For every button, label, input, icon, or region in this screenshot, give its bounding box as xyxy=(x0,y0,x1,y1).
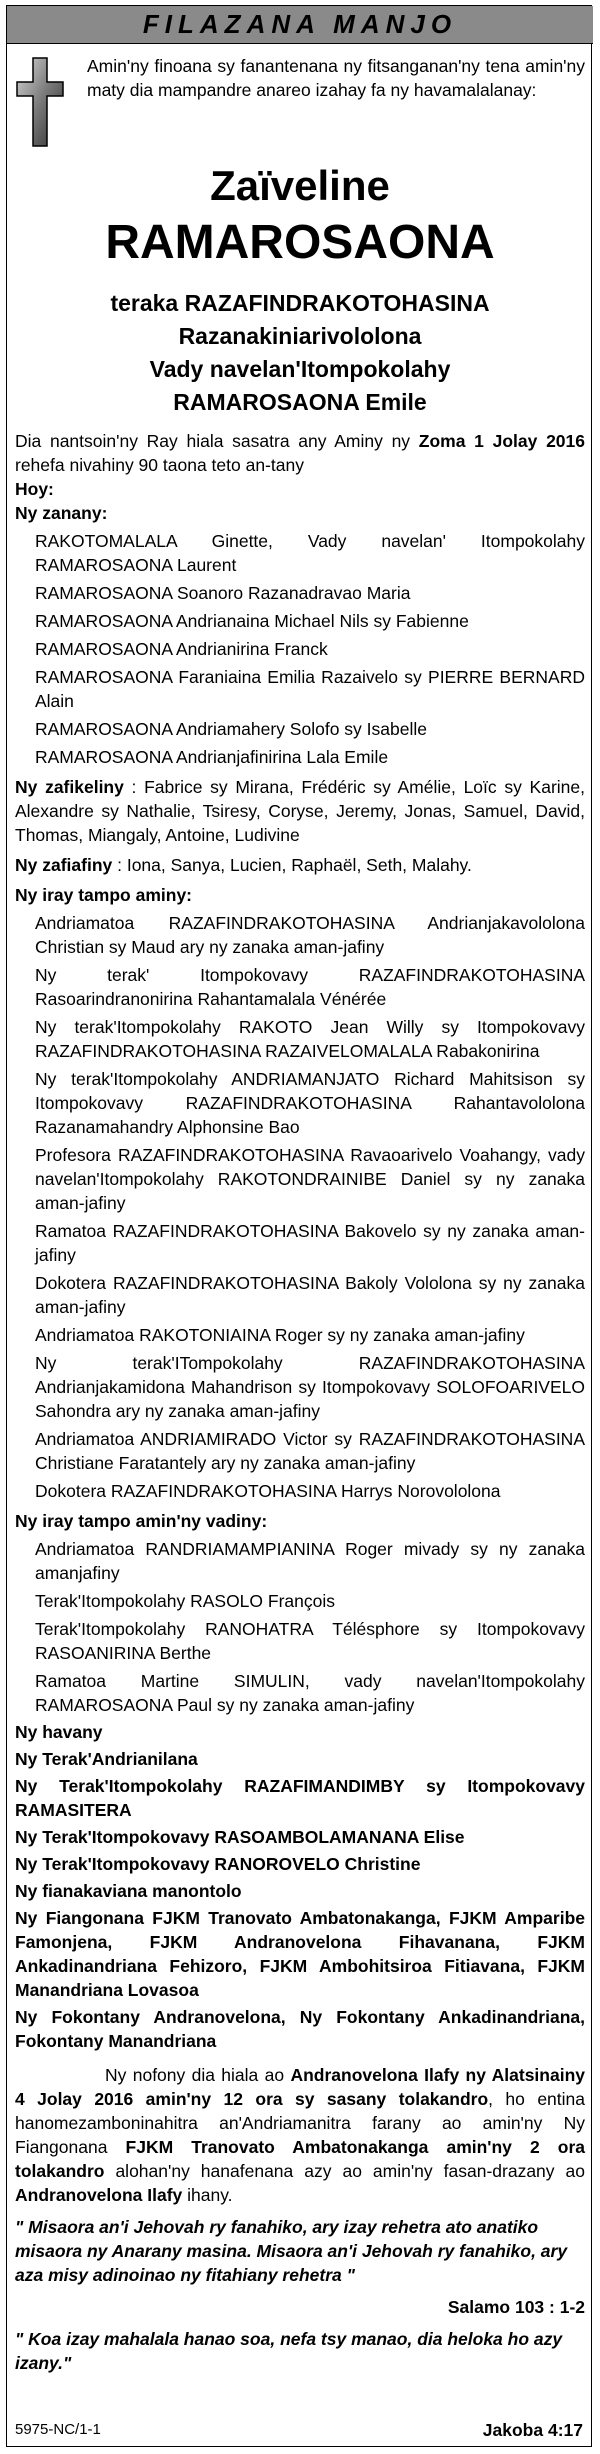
deceased-last-name: RAMAROSAONA xyxy=(105,216,495,269)
family-group-entry: Ny Fiangonana FJKM Tranovato Ambatonakanga, FJKM Amparibe Famonjena, FJKM Andranovelona Fihavanana, FJKM Ankadinandriana Fehizoro, FJKM Ambohitsiroa Fitiavana, FJKM Manandriana Lovasoa xyxy=(15,1908,585,2000)
death-date: Zoma 1 Jolay 2016 xyxy=(418,431,586,451)
family-group-entry: Ny Terak'Andrianilana xyxy=(15,1749,198,1769)
widow-of-line: Vady navelan'Itompokolahy xyxy=(149,356,451,382)
child-entry: RAMAROSAONA Andrianjafinirina Lala Emile xyxy=(35,747,389,767)
sibling-entry: Ramatoa RAZAFINDRAKOTOHASINA Bakovelo sy ny zanaka aman-jafiny xyxy=(35,1221,585,1265)
header-title: FILAZANA MANJO xyxy=(142,9,458,39)
deceased-first-name: Zaïveline xyxy=(210,162,390,209)
child-entry: RAMAROSAONA Andrianaina Michael Nils sy Fabienne xyxy=(35,611,469,631)
spouse-sibling-entry: Andriamatoa RANDRIAMAMPIANINA Roger mivady sy ny zanaka amanjafiny xyxy=(35,1539,585,1583)
intro-row xyxy=(15,54,585,153)
cross-icon xyxy=(15,54,87,153)
hoy-label: Hoy: xyxy=(15,479,54,499)
child-entry: RAMAROSAONA Faraniaina Emilia Razaivelo sy PIERRE BERNARD Alain xyxy=(35,667,585,711)
child-entry: RAKOTOMALALA Ginette, Vady navelan' Itompokolahy RAMAROSAONA Laurent xyxy=(35,531,585,575)
sibling-entry: Dokotera RAZAFINDRAKOTOHASINA Harrys Norovololona xyxy=(35,1481,501,1501)
death-notice: Dia nantsoin'ny Ray hiala sasatra any Aminy ny Zoma 1 Jolay 2016 rehefa nivahiny 90 taona teto an-tany xyxy=(15,431,586,475)
children-list xyxy=(15,529,585,769)
siblings-heading: Ny iray tampo aminy: xyxy=(15,885,192,905)
family-group-entry: Ny havany xyxy=(15,1722,103,1742)
bible-verse-1: " Misaora an'i Jehovah ry fanahiko, ary izay rehetra ato anatiko misaora ny Anarany masina. Misaora an'i Jehovah ry fanahiko, ary aza misy adinoinao ny fitahiany rehetra " xyxy=(15,2217,568,2285)
deceased-other-name: Razanakiniarivololona xyxy=(178,323,422,349)
spouse-sibling-entry: Ramatoa Martine SIMULIN, vady navelan'Itompokolahy RAMAROSAONA Paul sy ny zanaka aman-jafiny xyxy=(35,1671,585,1715)
spouse-sibling-entry: Terak'Itompokolahy RASOLO François xyxy=(35,1591,335,1611)
spouse-siblings-heading: Ny iray tampo amin'ny vadiny: xyxy=(15,1511,268,1531)
child-entry: RAMAROSAONA Andrianirina Franck xyxy=(35,639,328,659)
husband-name: RAMAROSAONA Emile xyxy=(173,389,427,415)
spouse-siblings-list xyxy=(15,1537,585,1717)
family-group-entry: Ny fianakaviana manontolo xyxy=(15,1881,242,1901)
bible-verse-2: " Koa izay mahalala hanao soa, nefa tsy manao, dia heloka ho azy izany." xyxy=(15,2329,563,2373)
sibling-entry: Andriamatoa RAZAFINDRAKOTOHASINA Andrianjakavololona Christian sy Maud ary ny zanaka aman-jafiny xyxy=(35,913,585,957)
sibling-entry: Andriamatoa ANDRIAMIRADO Victor sy RAZAFINDRAKOTOHASINA Christiane Faratantely ary ny zanaka aman-jafiny xyxy=(35,1429,585,1473)
sibling-entry: Dokotera RAZAFINDRAKOTOHASINA Bakoly Vololona sy ny zanaka aman-jafiny xyxy=(35,1273,585,1317)
sibling-entry: Ny terak'Itompokolahy RAKOTO Jean Willy sy Itompokovavy RAZAFINDRAKOTOHASINA RAZAIVELOMALALA Rabakonirina xyxy=(35,1017,585,1061)
sibling-entry: Andriamatoa RAKOTONIAINA Roger sy ny zanaka aman-jafiny xyxy=(35,1325,525,1345)
intro-text: Amin'ny finoana sy fanantenana ny fitsanganan'ny tena amin'ny maty dia mampandre anareo izahay fa ny havamalalanay: xyxy=(87,56,585,100)
sibling-entry: Ny terak'ITompokolahy RAZAFINDRAKOTOHASINA Andrianjakamidona Mahandrison sy Itompokovavy SOLOFOARIVELO Sahondra ary ny zanaka aman-jafiny xyxy=(35,1353,585,1421)
deceased-birth-name: teraka RAZAFINDRAKOTOHASINA xyxy=(110,290,490,316)
grandchildren: Ny zafikeliny : Fabrice sy Mirana, Frédéric sy Amélie, Loïc sy Karine, Alexandre sy Nathalie, Tsiresy, Coryse, Jeremy, Jonas, Samuel, David, Thomas, Miangaly, Antoine, Ludivine xyxy=(15,777,585,845)
spouse-sibling-entry: Terak'Itompokolahy RANOHATRA Télésphore sy Itompokovavy RASOANIRINA Berthe xyxy=(35,1619,585,1663)
notice-content xyxy=(7,44,593,2375)
sibling-entry: Ny terak'Itompokolahy ANDRIAMANJATO Richard Mahitsison sy Itompokovavy RAZAFINDRAKOTOHASINA Rahantavololona Razanamahandry Alphonsine Bao xyxy=(35,1069,585,1137)
notice-header xyxy=(7,6,593,44)
family-group-entry: Ny Terak'Itompokovavy RANOROVELO Christine xyxy=(15,1854,421,1874)
children-heading: Ny zanany: xyxy=(15,503,108,523)
family-group-entry: Ny Fokontany Andranovelona, Ny Fokontany Ankadinandriana, Fokontany Manandriana xyxy=(15,2007,585,2051)
ad-code: 5975-NC/1-1 xyxy=(15,2421,101,2438)
bible-ref-1: Salamo 103 : 1-2 xyxy=(447,2297,585,2317)
other-family-list xyxy=(15,1720,585,2053)
sibling-entry: Ny terak' Itompokovavy RAZAFINDRAKOTOHASINA Rasoarindranonirina Rahantamalala Vénérée xyxy=(35,965,585,1009)
family-group-entry: Ny Terak'Itompokovavy RASOAMBOLAMANANA Elise xyxy=(15,1827,465,1847)
sibling-entry: Profesora RAZAFINDRAKOTOHASINA Ravaoarivelo Voahangy, vady navelan'Itompokolahy RAKOTONDRAINIBE Daniel sy ny zanaka aman-jafiny xyxy=(35,1145,585,1213)
bible-ref-2: Jakoba 4:17 xyxy=(482,2420,583,2440)
child-entry: RAMAROSAONA Soanoro Razanadravao Maria xyxy=(35,583,411,603)
notice-footer xyxy=(15,2420,583,2440)
great-grandchildren: Ny zafiafiny : Iona, Sanya, Lucien, Raphaël, Seth, Malahy. xyxy=(15,855,472,875)
obituary-notice xyxy=(6,5,592,2447)
siblings-list xyxy=(15,911,585,1503)
family-group-entry: Ny Terak'Itompokolahy RAZAFIMANDIMBY sy Itompokovavy RAMASITERA xyxy=(15,1776,585,1820)
funeral-details: Ny nofony dia hiala ao Andranovelona Ilafy ny Alatsinainy 4 Jolay 2016 amin'ny 12 ora sy sasany tolakandro, ho entina hanomezamboninahitra an'Andriamanitra farany ao amin'ny Ny Fiangonana FJKM Tranovato Ambatonakanga amin'ny 2 ora tolakandro alohan'ny hanafenana azy ao amin'ny fasan-drazany ao Andranovelona Ilafy ihany. xyxy=(15,2065,585,2205)
child-entry: RAMAROSAONA Andriamahery Solofo sy Isabelle xyxy=(35,719,427,739)
